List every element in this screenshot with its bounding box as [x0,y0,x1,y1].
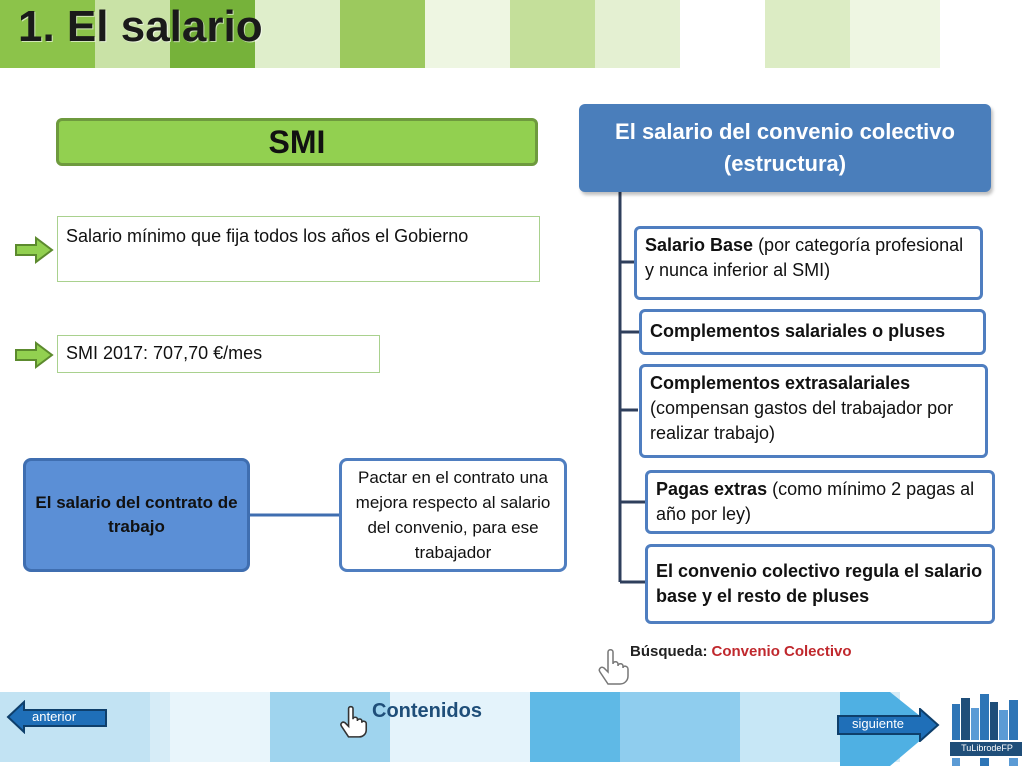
contract-improvement-box: Pactar en el contrato una mejora respecto al salario del convenio, para ese trabajador [339,458,567,572]
item-text: (como mínimo 2 pagas al año por ley) [656,479,975,524]
hand-pointer-icon [596,646,630,686]
next-label[interactable]: siguiente [852,716,905,731]
item-bold-text: Complementos salariales o pluses [650,321,946,341]
search-hint [630,643,852,660]
smi-value: SMI 2017: 707,70 €/mes [57,335,380,373]
item-bold-text: Salario Base [645,235,754,255]
item-bold-text: Complementos extrasalariales [650,373,911,393]
search-link[interactable]: Convenio Colectivo [711,643,852,660]
smi-definition: Salario mínimo que fija todos los años el Gobierno [57,216,540,282]
books-logo-icon [950,690,1022,766]
green-arrow-icon [14,341,54,369]
page-title: 1. El salario [18,2,263,51]
item-text: (compensan gastos del trabajador por realizar trabajo) [650,398,954,443]
convenio-item-base [634,226,983,300]
item-bold-text: Pagas extras [656,479,768,499]
convenio-item-pagas [645,470,995,534]
convenio-item-salariales [639,309,986,355]
hand-pointer-icon [338,702,368,740]
logo-text: TuLibrodeFP [961,743,1013,753]
green-arrow-icon [14,236,54,264]
contract-salary-box: El salario del contrato de trabajo [23,458,250,572]
convenio-item-extrasalariales [639,364,988,458]
convenio-item-regula [645,544,995,624]
search-label: Búsqueda: [630,643,708,660]
prev-label[interactable]: anterior [32,709,77,724]
contents-link[interactable]: Contenidos [372,700,482,722]
item-bold-text: El convenio colectivo regula el salario base y el resto de pluses [656,561,983,606]
connector-line [250,510,340,520]
smi-heading: SMI [56,118,538,166]
convenio-heading: El salario del convenio colectivo (estructura) [579,104,991,192]
item-text: (por categoría profesional y nunca inferior al SMI) [645,235,964,280]
